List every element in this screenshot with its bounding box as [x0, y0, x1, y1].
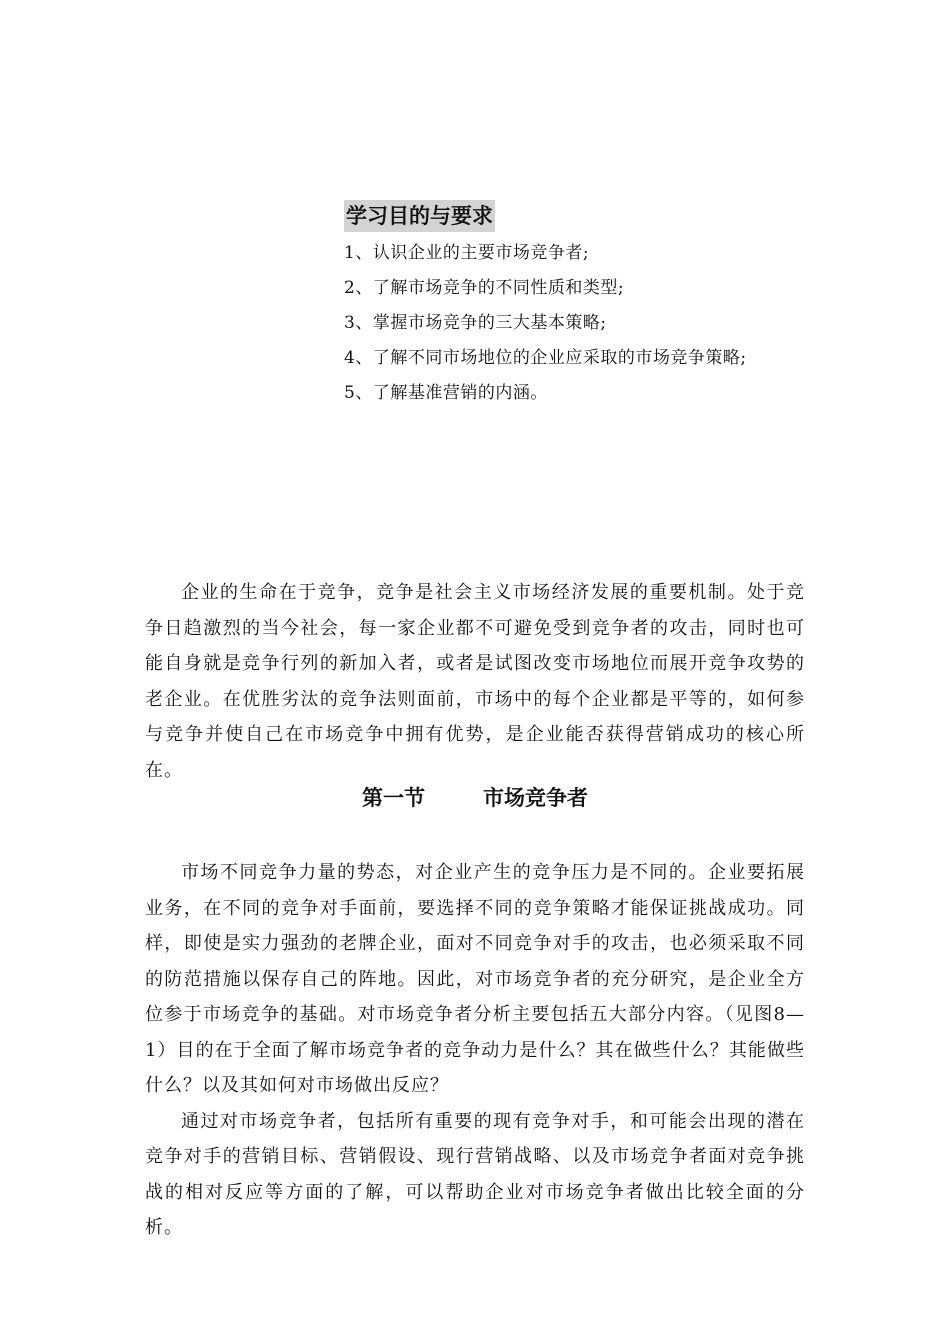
section-title: 市场竞争者	[483, 786, 588, 810]
objective-item-2: 2、了解市场竞争的不同性质和类型;	[344, 278, 625, 298]
objective-item-4: 4、了解不同市场地位的企业应采取的市场竞争策略;	[344, 348, 747, 368]
section-heading	[0, 780, 950, 816]
objective-item-1: 1、认识企业的主要市场竞争者;	[344, 243, 590, 263]
objectives-list	[344, 236, 864, 411]
section-body	[145, 855, 805, 1246]
section-paragraph-2: 通过对市场竞争者，包括所有重要的现有竞争对手，和可能会出现的潜在竞争对手的营销目标、营销假设、现行营销战略、以及市场竞争者面对竞争挑战的相对反应等方面的了解，可以帮助企业对市场竞争者做出比较全面的分析。	[145, 1110, 805, 1238]
objective-item-5: 5、了解基准营销的内涵。	[344, 383, 548, 403]
intro-paragraph: 企业的生命在于竞争，竞争是社会主义市场经济发展的重要机制。处于竞争日趋激烈的当今社会，每一家企业都不可避免受到竞争者的攻击，同时也可能自身就是竞争行列的新加入者，或者是试图改变市场地位而展开竞争攻势的老企业。在优胜劣汰的竞争法则面前，市场中的每个企业都是平等的，如何参与竞争并使自己在市场竞争中拥有优势，是企业能否获得营销成功的核心所在。	[145, 582, 805, 781]
intro-section	[145, 575, 805, 788]
objectives-title: 学习目的与要求	[344, 200, 495, 232]
section-paragraph-1: 市场不同竞争力量的势态，对企业产生的竞争压力是不同的。企业要拓展业务，在不同的竞争对手面前，要选择不同的竞争策略才能保证挑战成功。同样，即使是实力强劲的老牌企业，面对不同竞争对手的攻击，也必须采取不同的防范措施以保存自己的阵地。因此，对市场竞争者的充分研究，是企业全方位参于市场竞争的基础。对市场竞争者分析主要包括五大部分内容。（见图8—1）目的在于全面了解市场竞争者的竞争动力是什么？其在做些什么？其能做些什么？以及其如何对市场做出反应？	[145, 862, 805, 1096]
objective-item-3: 3、掌握市场竞争的三大基本策略;	[344, 313, 607, 333]
section-number: 第一节	[362, 786, 425, 810]
learning-objectives	[344, 200, 864, 411]
